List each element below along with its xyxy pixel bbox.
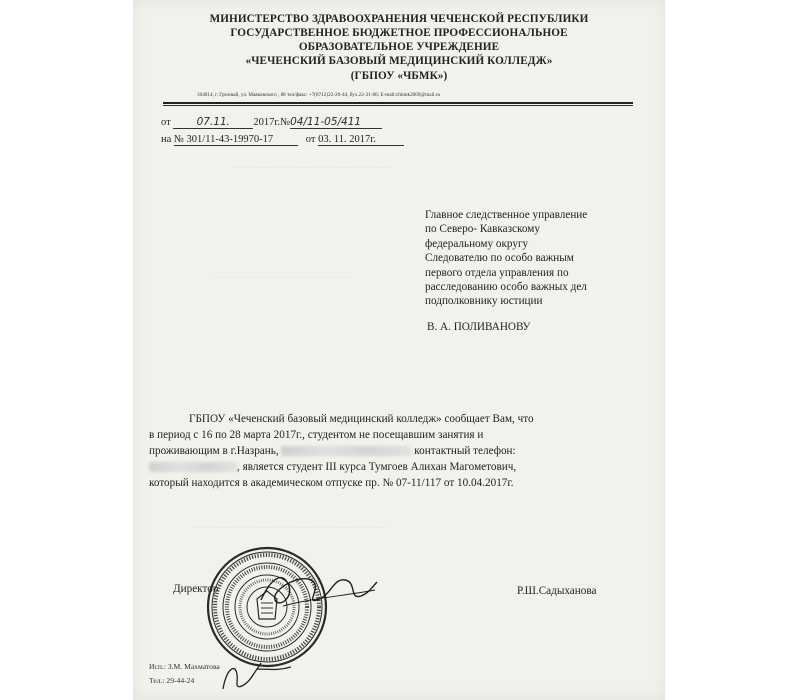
body-line-4 xyxy=(149,460,516,476)
incoming-date: 03. 11. 2017г. xyxy=(318,134,404,146)
addressee-line: Главное следственное управление xyxy=(425,209,588,221)
addressee-line: расследованию особо важных дел xyxy=(425,281,587,294)
phone-label: контактный телефон: xyxy=(414,445,516,457)
student-info: , является студент III курса Тумгоев Алихан Магометович, xyxy=(237,461,517,473)
institution-type-2: ОБРАЗОВАТЕЛЬНОЕ УЧРЕЖДЕНИЕ xyxy=(298,41,500,53)
college-name: «ЧЕЧЕНСКИЙ БАЗОВЫЙ МЕДИЦИНСКИЙ КОЛЛЕДЖ» xyxy=(245,55,553,67)
header-rule xyxy=(163,102,633,104)
addressee-line: подполковнику юстиции xyxy=(425,295,543,308)
addressee-block xyxy=(425,208,587,309)
body-line-5: который находится в академическом отпуске пр. № 07-11/117 от 10.04.2017г. xyxy=(149,477,514,489)
executor-phone: Тел.: 29-44-24 xyxy=(149,676,195,685)
bottom-handwritten-mark xyxy=(217,655,297,695)
ministry-name: МИНИСТЕРСТВО ЗДРАВООХРАНЕНИЯ ЧЕЧЕНСКОЙ РЕСПУБЛИКИ xyxy=(209,13,589,25)
outgoing-year: 2017г. xyxy=(253,117,281,128)
outgoing-date-handwritten: 07.11. xyxy=(196,116,231,128)
body-line-2: в период с 16 по 28 марта 2017г., студентом не посещавшим занятия и xyxy=(149,429,484,441)
residence-text: проживающим в г.Назрань, xyxy=(149,445,279,457)
addressee-line: Следователю по особо важным xyxy=(425,252,574,265)
redacted-phone xyxy=(149,462,237,472)
signatory-title: Директор xyxy=(173,583,219,595)
from-label: от xyxy=(161,117,171,128)
addressee-line: федеральному округу xyxy=(425,237,529,250)
header-rule-thin xyxy=(163,105,633,106)
letter-page: ............................................................... ....................................................... .............................................................................. МИНИСТЕРСТВО ЗДРАВООХРАНЕНИЯ ЧЕЧЕНСКОЙ РЕСПУБЛИКИ ГОСУДАРСТВЕННОЕ БЮДЖЕТНОЕ ПРОФЕССИОНАЛЬНОЕ ОБРАЗОВАТЕЛЬНОЕ УЧРЕЖДЕНИЕ «ЧЕЧЕНСКИЙ БАЗОВЫЙ МЕДИЦИНСКИЙ КОЛЛЕДЖ» (ГБПОУ «ЧБМК») 364014, г. Грозный, ул. Маяковского , 88 тел/факс: +7(8712)22-20-44, бух.22-31-86; E-mail:chbmk2009@mail.ru от 07.11. 2017г.№04/11-05/411 на № 301/11-43-19970-17 от 03. 11. 2017г. Главное следственное управление по Северо- Кавказскому федеральному округу Следователю по особо важным первого отдела управления по расследованию особо важных дел подполковнику юстиции В. А. ПОЛИВАНОВУ ГБПОУ «Чеченский базовый медицинский колледж» сообщает Вам, что в период с 16 по 28 марта 2017г., студентом не посещавшим занятия и проживающим в г.Назрань, контактный телефон: , является студент III курса Тумгоев Алихан Магометович, который находится в академическом отпуске пр. № 07-11/117 от 10.04.2017г. Директор Р.Ш.Садыханова Исп.: З.М. Махматова Тел.: 29-44-24 xyxy=(133,0,665,700)
college-address: 364014, г. Грозный, ул. Маяковского , 88 тел/факс: +7(8712)22-20-44, бух.22-31-86; E-mail:chbmk2009@mail.ru xyxy=(197,92,441,98)
of-label: от xyxy=(305,134,316,145)
director-signature xyxy=(253,560,383,620)
signatory-name: Р.Ш.Садыханова xyxy=(517,585,597,597)
addressee-line: первого отдела управления по xyxy=(425,266,569,279)
body-line-3 xyxy=(149,444,516,460)
addressee-name: В. А. ПОЛИВАНОВУ xyxy=(427,321,531,333)
body-line-1: ГБПОУ «Чеченский базовый медицинский колледж» сообщает Вам, что xyxy=(189,413,534,425)
outgoing-reference xyxy=(161,116,382,129)
incoming-number: № 301/11-43-19970-17 xyxy=(174,134,298,146)
addressee-line: по Северо- Кавказскому xyxy=(425,223,540,236)
incoming-reference xyxy=(161,134,404,146)
institution-type: ГОСУДАРСТВЕННОЕ БЮДЖЕТНОЕ ПРОФЕССИОНАЛЬНОЕ xyxy=(230,27,568,39)
college-abbrev: (ГБПОУ «ЧБМК») xyxy=(350,70,448,82)
executor-name: Исп.: З.М. Махматова xyxy=(149,662,220,671)
outgoing-number-handwritten: 04/11-05/411 xyxy=(290,116,362,128)
number-label: № xyxy=(280,117,291,128)
on-label: на xyxy=(161,134,172,145)
redacted-address xyxy=(281,446,411,456)
